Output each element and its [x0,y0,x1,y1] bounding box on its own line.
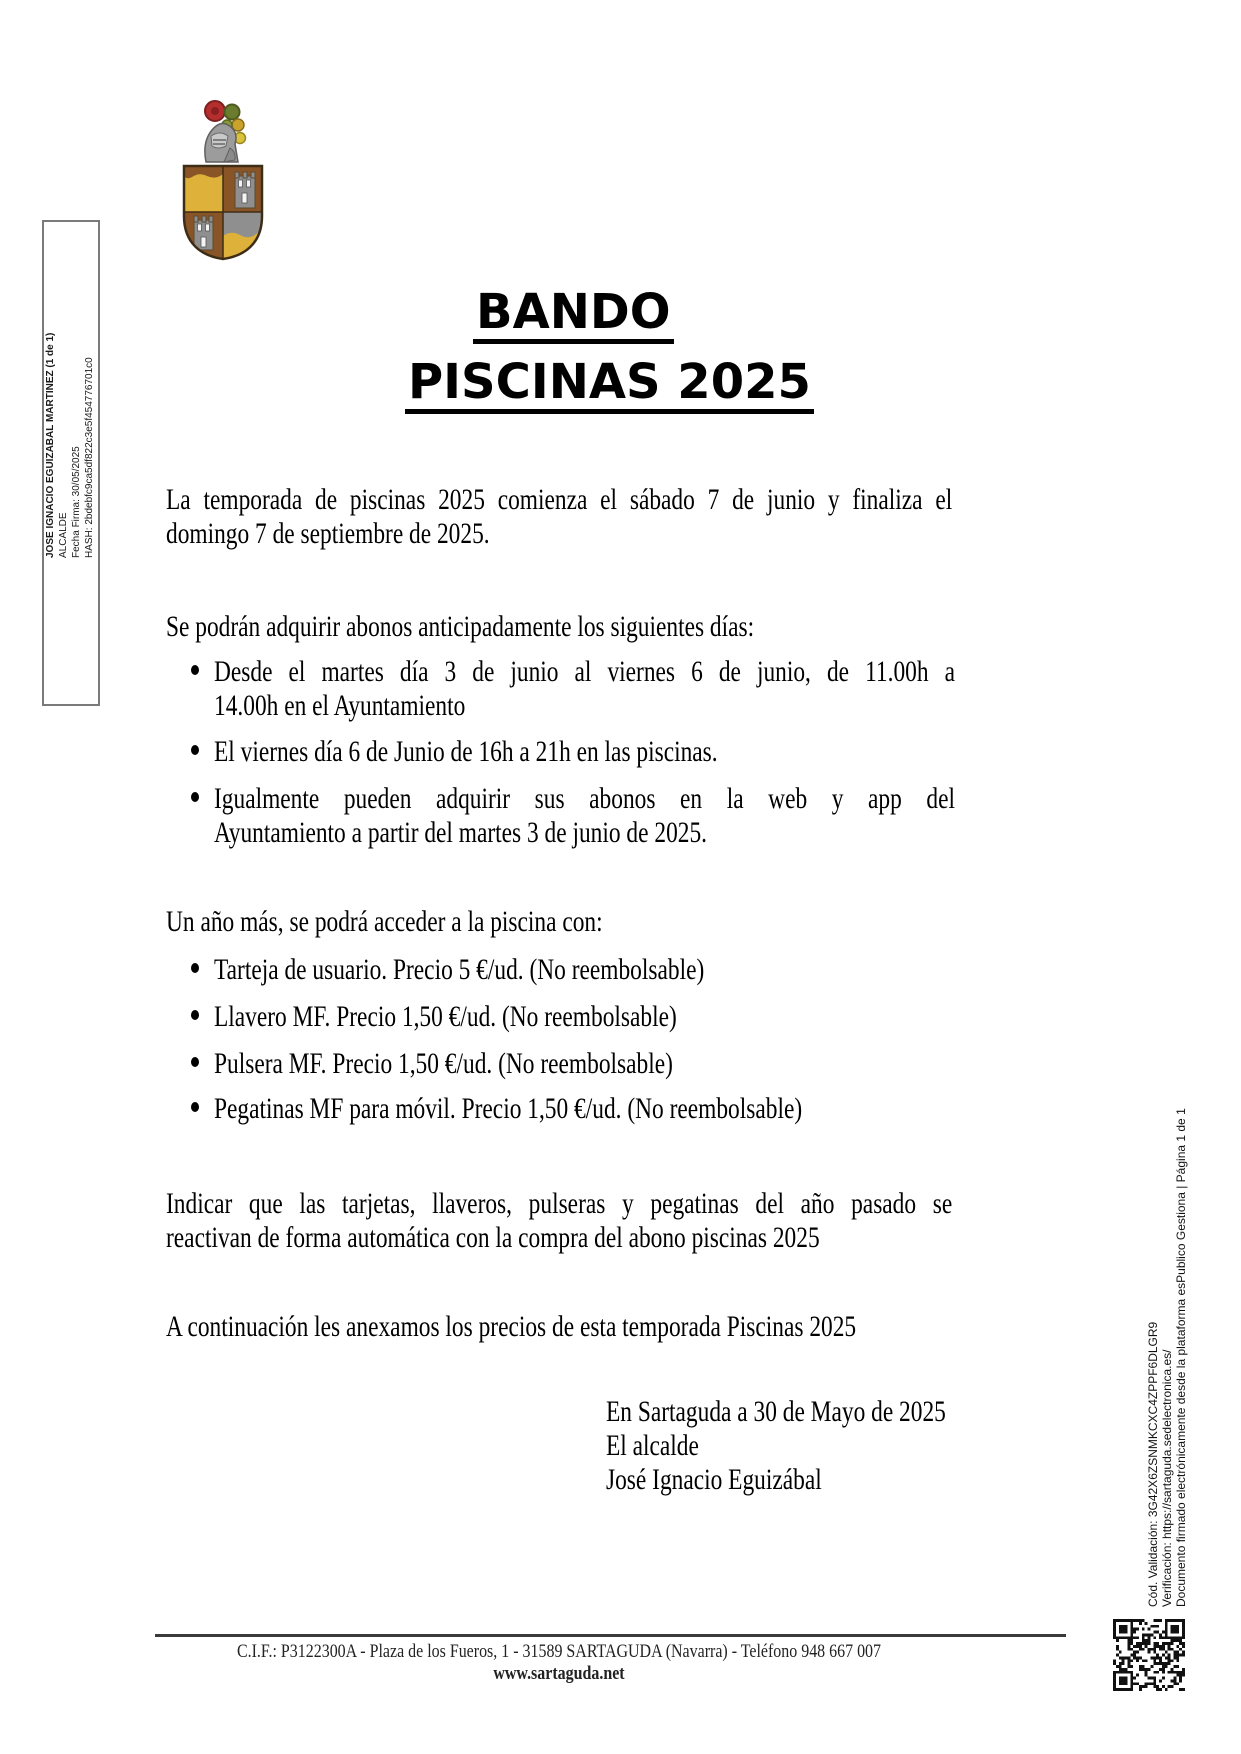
text-line: Se podrán adquirir abonos anticipadamente los siguientes días: [166,610,755,643]
text-line: Un año más, se podrá acceder a la piscina con: [166,905,603,938]
text-line: Pulsera MF. Precio 1,50 €/ud. (No reembolsable) [214,1047,673,1080]
stamp-sign-date: Fecha Firma: 30/05/2025 [71,446,82,558]
text-line: Desde el martes día 3 de junio al viernes 6 de junio, de 11.00h a [214,655,955,688]
bullet-item [214,1047,955,1081]
knight-helmet-icon [205,101,246,162]
validation-line: Verificación: https://sartaguda.sedelectronica.es/ [1160,1349,1174,1607]
text-line: Tarteja de usuario. Precio 5 €/ud. (No reembolsable) [214,953,705,986]
body-paragraph [166,905,952,939]
bullet-marker [191,1102,199,1112]
text-line: Llavero MF. Precio 1,50 €/ud. (No reembolsable) [214,1000,677,1033]
closing-line: José Ignacio Eguizábal [606,1463,822,1496]
bullet-item [214,953,955,987]
footer-contact-info: C.I.F.: P3122300A - Plaza de los Fueros, 1 - 31589 SARTAGUDA (Navarra) - Teléfono 948 667 007 [236,1641,882,1662]
stamp-hash: HASH: 2bdebfc9ca5df822c3e5f454776701c0 [84,357,95,558]
bullet-marker [191,1010,199,1020]
bullet-item [214,655,955,723]
bullet-item [214,1000,955,1034]
bullet-marker [191,745,199,755]
text-line: El viernes día 6 de Junio de 16h a 21h en las piscinas. [214,735,718,768]
footer-divider [155,1634,1066,1637]
bullet-item [214,735,955,769]
qr-code [1113,1619,1185,1691]
document-title-line2 [405,354,814,414]
text-line: Ayuntamiento a partir del martes 3 de junio de 2025. [214,816,708,849]
text-line: 14.00h en el Ayuntamiento [214,689,466,722]
stamp-signer-name: JOSE IGNACIO EGUIZABAL MARTINEZ (1 de 1) [45,332,56,558]
bullet-marker [191,792,199,802]
text-line: reactivan de forma automática con la compra del abono piscinas 2025 [166,1221,820,1254]
validation-sidebar [1146,1067,1188,1607]
text-line: A continuación les anexamos los precios de esta temporada Piscinas 2025 [166,1310,857,1343]
text-line: Igualmente pueden adquirir sus abonos en la web y app del [214,782,955,815]
bullet-item [214,1092,955,1126]
text-line: Pegatinas MF para móvil. Precio 1,50 €/ud. (No reembolsable) [214,1092,803,1125]
signature-block [606,1395,946,1497]
footer-website: www.sartaguda.net [493,1663,625,1684]
closing-line: En Sartaguda a 30 de Mayo de 2025 [606,1395,946,1428]
sartaguda-coat-of-arms-logo [178,96,268,262]
body-paragraph [166,1310,952,1344]
body-paragraph [166,483,952,551]
bullet-marker [191,665,199,675]
bullet-marker [191,963,199,973]
signature-stamp-text [44,220,98,706]
stamp-signer-role: ALCALDE [58,512,69,558]
title-piscinas-2025: PISCINAS 2025 [405,358,814,414]
body-paragraph [166,1187,952,1255]
validation-line: Documento firmado electrónicamente desde la plataforma esPublico Gestiona | Página 1 de 1 [1174,1108,1188,1607]
document-title-line1 [473,284,674,344]
tower-icon [194,216,213,250]
validation-line: Cód. Validación: 3G42X6ZSNMKCXC4ZPPF6DLGR9 [1146,1321,1160,1607]
bullet-marker [191,1057,199,1067]
text-line: Indicar que las tarjetas, llaveros, pulseras y pegatinas del año pasado se [166,1187,953,1220]
tower-icon [235,172,255,208]
bullet-item [214,782,955,850]
body-paragraph [166,610,952,644]
text-line: domingo 7 de septiembre de 2025. [166,517,490,550]
closing-line: El alcalde [606,1429,699,1462]
text-line: La temporada de piscinas 2025 comienza el sábado 7 de junio y finaliza el [166,483,953,516]
title-bando: BANDO [473,288,674,344]
